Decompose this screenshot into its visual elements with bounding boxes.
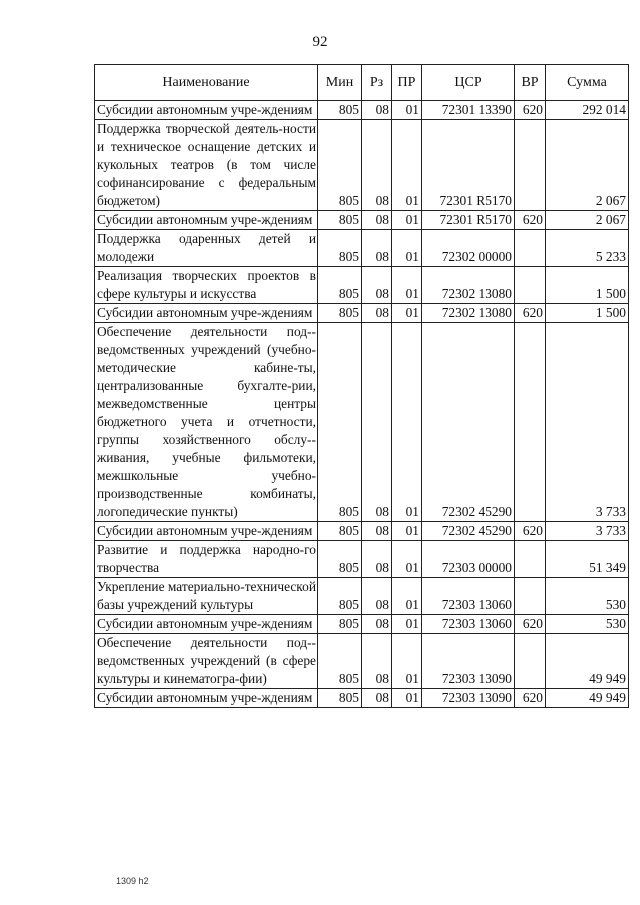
header-vr: ВР <box>515 65 546 101</box>
cell-csr: 72302 13080 <box>422 267 515 304</box>
cell-csr: 72301 R5170 <box>422 211 515 230</box>
cell-rz: 08 <box>362 634 392 689</box>
cell-rz: 08 <box>362 522 392 541</box>
cell-pr: 01 <box>392 578 422 615</box>
cell-csr: 72303 13090 <box>422 689 515 708</box>
cell-csr: 72303 13060 <box>422 578 515 615</box>
cell-name: Развитие и поддержка народно-го творчества <box>95 541 318 578</box>
cell-rz: 08 <box>362 615 392 634</box>
cell-name: Реализация творческих проектов в сфере культуры и искусства <box>95 267 318 304</box>
cell-pr: 01 <box>392 211 422 230</box>
table-row <box>95 101 629 120</box>
cell-csr: 72301 13390 <box>422 101 515 120</box>
cell-min: 805 <box>318 522 362 541</box>
header-sum: Сумма <box>546 65 629 101</box>
table-row <box>95 578 629 615</box>
table-row <box>95 615 629 634</box>
cell-rz: 08 <box>362 689 392 708</box>
cell-csr: 72301 R5170 <box>422 120 515 211</box>
cell-csr: 72302 00000 <box>422 230 515 267</box>
cell-name: Укрепление материально-технической базы учреждений культуры <box>95 578 318 615</box>
cell-pr: 01 <box>392 541 422 578</box>
cell-vr <box>515 230 546 267</box>
cell-csr: 72302 45290 <box>422 323 515 522</box>
cell-sum: 2 067 <box>546 120 629 211</box>
header-rz: Рз <box>362 65 392 101</box>
cell-name: Субсидии автономным учре-ждениям <box>95 211 318 230</box>
table-row <box>95 230 629 267</box>
cell-pr: 01 <box>392 615 422 634</box>
cell-vr: 620 <box>515 304 546 323</box>
budget-table <box>94 64 629 708</box>
cell-csr: 72302 13080 <box>422 304 515 323</box>
table-row <box>95 541 629 578</box>
cell-name: Субсидии автономным учре-ждениям <box>95 615 318 634</box>
cell-name: Поддержка творческой деятель-ности и техническое оснащение детских и кукольных театров (в том числе софинансирование с федеральным бюджетом) <box>95 120 318 211</box>
cell-sum: 1 500 <box>546 304 629 323</box>
cell-pr: 01 <box>392 267 422 304</box>
cell-vr: 620 <box>515 615 546 634</box>
cell-name: Обеспечение деятельности под-ведомственных учреждений (в сфере культуры и кинематогра-фии) <box>95 634 318 689</box>
cell-min: 805 <box>318 578 362 615</box>
table-row <box>95 211 629 230</box>
cell-pr: 01 <box>392 101 422 120</box>
table-row <box>95 120 629 211</box>
cell-min: 805 <box>318 323 362 522</box>
footer-code: 1309 h2 <box>116 876 149 886</box>
cell-name: Субсидии автономным учре-ждениям <box>95 689 318 708</box>
cell-rz: 08 <box>362 267 392 304</box>
cell-vr <box>515 120 546 211</box>
cell-min: 805 <box>318 230 362 267</box>
table-row <box>95 323 629 522</box>
cell-csr: 72303 00000 <box>422 541 515 578</box>
cell-vr: 620 <box>515 689 546 708</box>
table-row <box>95 304 629 323</box>
cell-sum: 530 <box>546 578 629 615</box>
header-min: Мин <box>318 65 362 101</box>
cell-name: Субсидии автономным учре-ждениям <box>95 101 318 120</box>
header-csr: ЦСР <box>422 65 515 101</box>
cell-vr: 620 <box>515 101 546 120</box>
cell-sum: 49 949 <box>546 689 629 708</box>
cell-name: Субсидии автономным учре-ждениям <box>95 522 318 541</box>
cell-pr: 01 <box>392 230 422 267</box>
cell-min: 805 <box>318 541 362 578</box>
cell-csr: 72303 13090 <box>422 634 515 689</box>
cell-sum: 51 349 <box>546 541 629 578</box>
table-row <box>95 267 629 304</box>
cell-pr: 01 <box>392 689 422 708</box>
cell-rz: 08 <box>362 323 392 522</box>
cell-sum: 5 233 <box>546 230 629 267</box>
cell-pr: 01 <box>392 634 422 689</box>
cell-sum: 3 733 <box>546 323 629 522</box>
cell-rz: 08 <box>362 541 392 578</box>
cell-sum: 530 <box>546 615 629 634</box>
cell-name: Обеспечение деятельности под-ведомственных учреждений (учебно-методические кабине-ты, централизованные бухгалте-рии, межведомственные центры бюджетного учета и отчетности, группы хозяйственного обслу-живания, учебные фильмотеки, межшкольные учебно-производственные комбинаты, логопедические пункты) <box>95 323 318 522</box>
cell-vr <box>515 541 546 578</box>
cell-vr <box>515 323 546 522</box>
cell-vr <box>515 634 546 689</box>
cell-min: 805 <box>318 267 362 304</box>
cell-rz: 08 <box>362 120 392 211</box>
cell-rz: 08 <box>362 101 392 120</box>
cell-vr <box>515 267 546 304</box>
cell-pr: 01 <box>392 304 422 323</box>
table-row <box>95 634 629 689</box>
cell-vr <box>515 578 546 615</box>
cell-csr: 72303 13060 <box>422 615 515 634</box>
cell-rz: 08 <box>362 578 392 615</box>
cell-vr: 620 <box>515 522 546 541</box>
cell-vr: 620 <box>515 211 546 230</box>
header-name: Наименование <box>95 65 318 101</box>
cell-min: 805 <box>318 211 362 230</box>
cell-sum: 2 067 <box>546 211 629 230</box>
cell-min: 805 <box>318 634 362 689</box>
table-row <box>95 689 629 708</box>
cell-name: Субсидии автономным учре-ждениям <box>95 304 318 323</box>
cell-min: 805 <box>318 615 362 634</box>
cell-min: 805 <box>318 689 362 708</box>
cell-pr: 01 <box>392 120 422 211</box>
cell-rz: 08 <box>362 304 392 323</box>
cell-name: Поддержка одаренных детей и молодежи <box>95 230 318 267</box>
cell-sum: 1 500 <box>546 267 629 304</box>
cell-sum: 292 014 <box>546 101 629 120</box>
header-pr: ПР <box>392 65 422 101</box>
cell-min: 805 <box>318 101 362 120</box>
cell-rz: 08 <box>362 211 392 230</box>
cell-pr: 01 <box>392 522 422 541</box>
table-row <box>95 522 629 541</box>
page-number: 92 <box>312 34 328 50</box>
cell-sum: 49 949 <box>546 634 629 689</box>
cell-sum: 3 733 <box>546 522 629 541</box>
cell-min: 805 <box>318 304 362 323</box>
cell-min: 805 <box>318 120 362 211</box>
cell-pr: 01 <box>392 323 422 522</box>
table-header-row <box>95 65 629 101</box>
cell-rz: 08 <box>362 230 392 267</box>
cell-csr: 72302 45290 <box>422 522 515 541</box>
